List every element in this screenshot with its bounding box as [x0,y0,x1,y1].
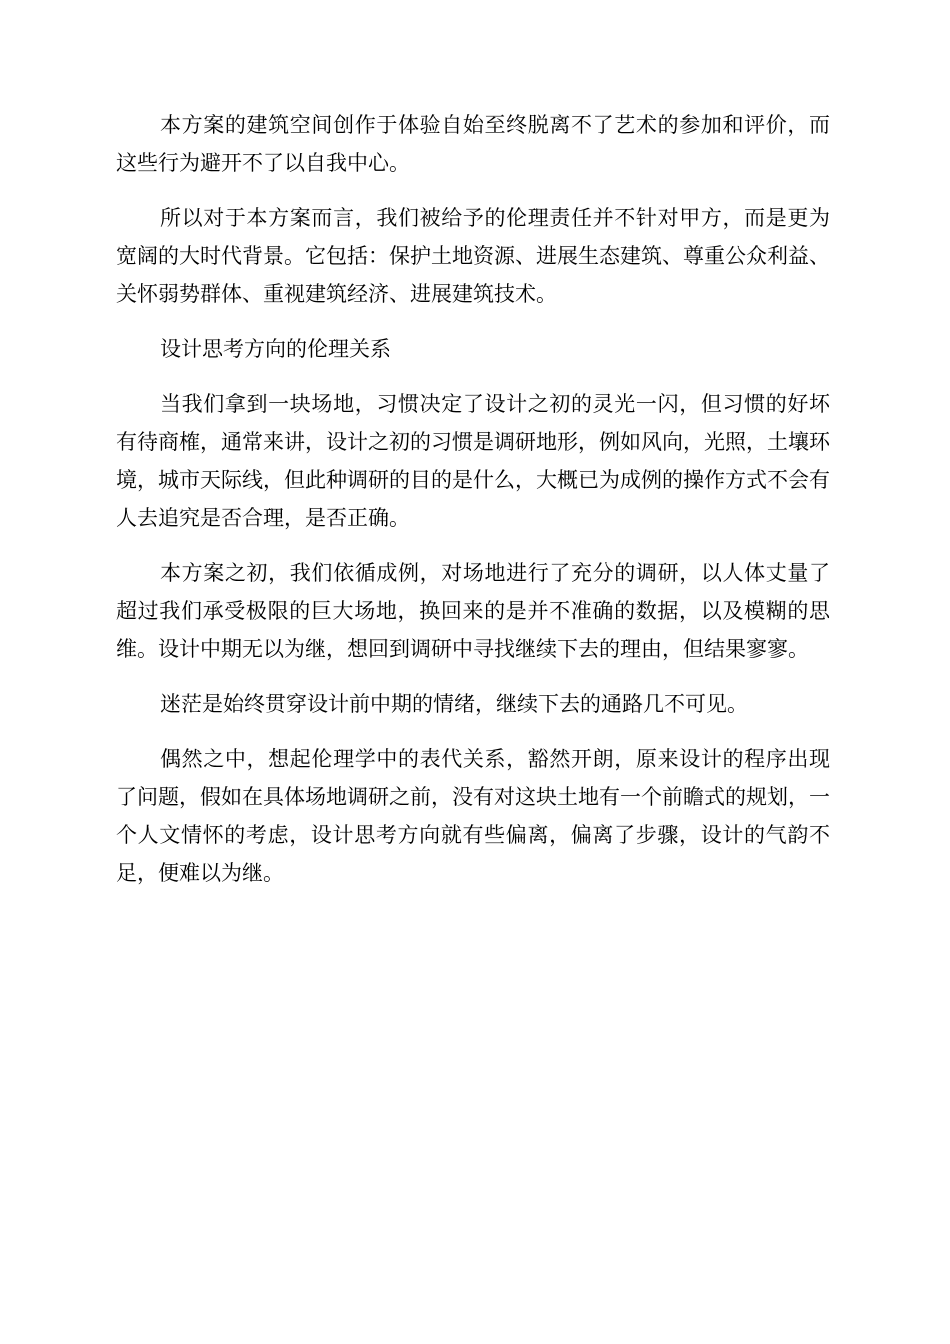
document-page [116,106,830,909]
section-heading: 设计思考方向的伦理关系 [160,337,391,361]
paragraph-site-survey: 本方案之初，我们依循成例，对场地进行了充分的调研，以人体丈量了超过我们承受极限的巨大场地，换回来的是并不准确的数据，以及模糊的思维。设计中期无以为继，想回到调研中寻找继续下去的理由，但结果寥寥。 [116,561,830,661]
paragraph-confusion: 迷茫是始终贯穿设计前中期的情绪，继续下去的通路几不可见。 [160,692,748,716]
paragraph-realization: 偶然之中，想起伦理学中的表代关系，豁然开朗，原来设计的程序出现了问题，假如在具体场地调研之前，没有对这块土地有一个前瞻式的规划，一个人文情怀的考虑，设计思考方向就有些偏离，偏离了步骤，设计的气韵不足，便难以为继。 [116,747,830,885]
paragraph-site-habit: 当我们拿到一块场地，习惯决定了设计之初的灵光一闪，但习惯的好坏有待商榷，通常来讲，设计之初的习惯是调研地形，例如风向，光照，土壤环境，城市天际线，但此种调研的目的是什么，大概已为成例的操作方式不会有人去追究是否合理，是否正确。 [116,392,830,530]
paragraph-intro: 本方案的建筑空间创作于体验自始至终脱离不了艺术的参加和评价，而这些行为避开不了以自我中心。 [116,113,830,175]
paragraph-ethical-responsibility: 所以对于本方案而言，我们被给予的伦理责任并不针对甲方，而是更为宽阔的大时代背景。它包括：保护土地资源、进展生态建筑、尊重公众利益、关怀弱势群体、重视建筑经济、进展建筑技术。 [116,206,830,306]
